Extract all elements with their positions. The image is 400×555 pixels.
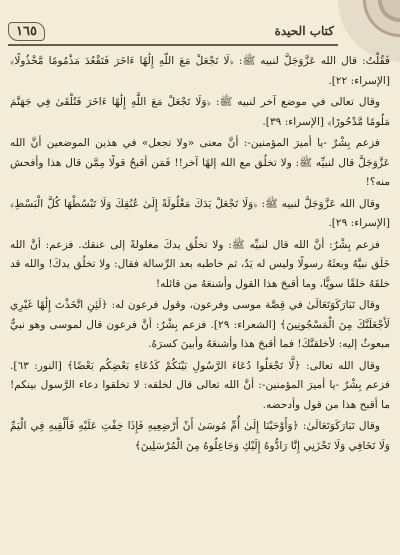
book-title: كتاب الحيدة — [274, 24, 334, 38]
paragraph: فزعم بِشْرٌ: أنَّ الله قال لنبيِّه ﷺ: ولا تخلُق يدكَ مغلولةً إلى عنقك. فزعم: أنَّ الله خَلَق نبيَّهُ وبعثَهُ رسولًا وليس له يَدٌ، ثم خاطبه بعد الرِّسالة فقال: ولا تخلُق يدكَ! والله قد خلقَهُ خلقًا سويًّا، وما أقبحَ هذا القول وأشنعَهُ من قائله! — [10, 238, 390, 290]
paragraph: فزعم بِشْرٌ -يا أميرَ المؤمنين-: أنَّ معنى «ولا تجعل» في هذين الموضعين أنَّ الله عَزَّوَجَلَّ قال لنبيِّه ﷺ: ولا تخلُق مع الله إلهًا آخر!! فَمَن أقبحُ قولًا مِمَّن قال هذا وأفحش منه؟! — [10, 137, 390, 188]
page-header — [8, 18, 338, 46]
page-body — [10, 52, 390, 551]
paragraph: وقال تَبَارَكَوَتَعَالَىٰ: ﴿وَأَوْحَيْنَا إِلَىٰ أُمِّ مُوسَىٰ أَنْ أَرْضِعِيهِ فَإِذَا خِفْتِ عَلَيْهِ فَأَلْقِيهِ فِي الْيَمِّ وَلَا تَخَافِي وَلَا تَحْزَنِي إِنَّا رَادُّوهُ إِلَيْكِ وَجَاعِلُوهُ مِنَ الْمُرْسَلِينَ﴾ — [10, 420, 390, 452]
paragraph: وقال الله عَزَّوَجَلَّ لنبيه ﷺ: ﴿وَلَا تَجْعَلْ يَدَكَ مَغْلُولَةً إِلَىٰ عُنُقِكَ وَلَا تَبْسُطْهَا كُلَّ الْبَسْطِ﴾ [الإسراء: ٢٩]. — [10, 197, 390, 229]
page-number: ١٦٥ — [8, 22, 45, 41]
paragraph: وقال الله تعالى: ﴿لَّا تَجْعَلُوا دُعَاءَ الرَّسُولِ بَيْنَكُمْ كَدُعَاءِ بَعْضِكُم بَعْضًا﴾ [النور: ٦٣]. فزعم بِشْرٌ -يا أميرَ المؤمنين-: أنَّ الله تعالى قال لخلقه: لا تخلقوا دعاء الرَّسول بينكم! ما أقبح هذا من قول وأدحضه. — [10, 359, 390, 411]
paragraph: وقال تَبَارَكَوَتَعَالَىٰ في قِصَّة موسى وفرعون، وقول فرعون له: ﴿لَئِنِ اتَّخَذْتَ إِلَٰهًا غَيْرِي لَأَجْعَلَنَّكَ مِنَ الْمَسْجُونِينَ﴾ [الشعراء: ٢٩]. فزعم بِشْرٌ: أنَّ فرعون قال لموسى وهو نبيٌّ مبعوثٌ إليه: لأخلقنَّكَ! فما أقبحَ هذا وأشنعَهُ وأبينَ كسرَهُ. — [10, 299, 390, 350]
paragraph: وقال تعالى في موضع آخر لنبيه ﷺ: ﴿وَلَا تَجْعَلْ مَعَ اللَّهِ إِلَٰهًا ءَاخَرَ فَتُلْقَىٰ فِي جَهَنَّمَ مَلُومًا مَّدْحُورًا﴾ [الإسراء: ٣٩]. — [10, 96, 390, 128]
paragraph: فَقُلْتُ: قال الله عَزَّوَجَلَّ لنبيه ﷺ: ﴿لَا تَجْعَلْ مَعَ اللَّهِ إِلَٰهًا ءَاخَرَ فَتَقْعُدَ مَذْمُومًا مَّخْذُولًا﴾ [الإسراء: ٢٢]. — [10, 55, 390, 87]
